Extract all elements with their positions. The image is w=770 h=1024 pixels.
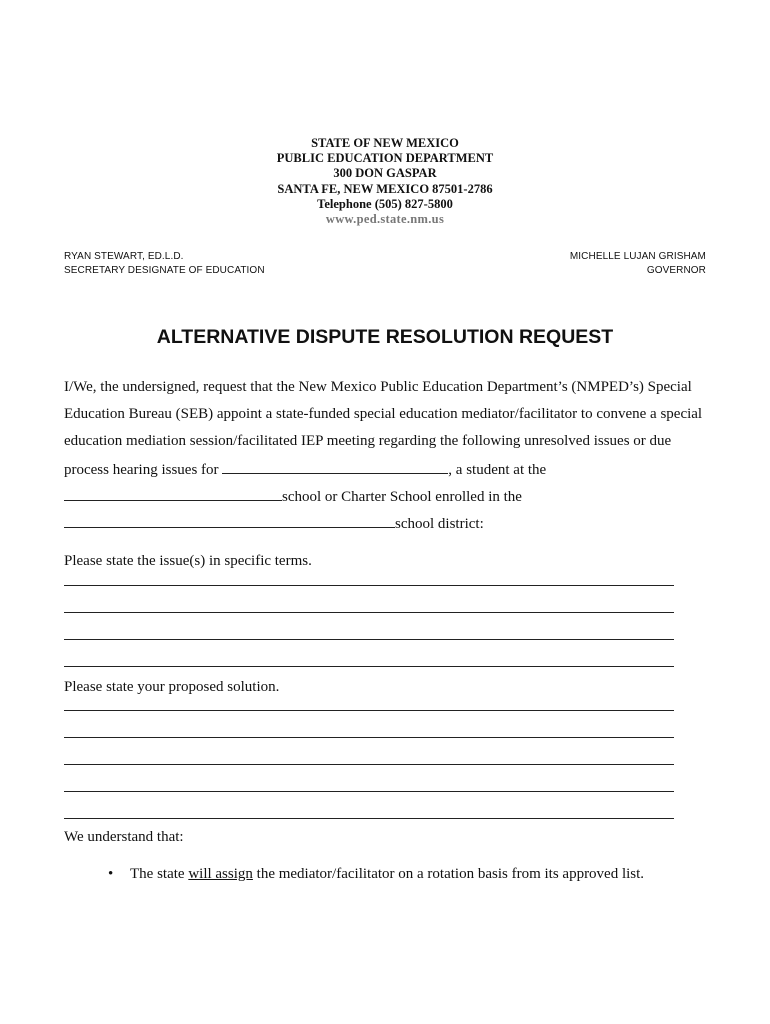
issues-line-1[interactable] xyxy=(64,585,674,586)
intro-line-2: Education Bureau (SEB) appoint a state-funded special education mediator/facilitator to convene a special xyxy=(64,406,703,422)
form-title: ALTERNATIVE DISPUTE RESOLUTION REQUEST xyxy=(156,326,614,348)
school-name-field[interactable] xyxy=(64,487,282,501)
understand-prompt: We understand that: xyxy=(64,829,184,845)
issues-prompt: Please state the issue(s) in specific terms. xyxy=(64,553,312,569)
intro-line-5 xyxy=(64,487,522,506)
solution-line-3[interactable] xyxy=(64,764,674,765)
letterhead xyxy=(0,136,770,227)
secretary-name: RYAN STEWART, ED.L.D. xyxy=(64,251,184,262)
issues-line-2[interactable] xyxy=(64,612,674,613)
letterhead-state: STATE OF NEW MEXICO xyxy=(311,136,459,150)
solution-line-4[interactable] xyxy=(64,791,674,792)
governor-title: GOVERNOR xyxy=(646,265,706,276)
issues-line-4[interactable] xyxy=(64,666,674,667)
letterhead-department: PUBLIC EDUCATION DEPARTMENT xyxy=(276,151,494,166)
solution-line-5[interactable] xyxy=(64,818,674,819)
letterhead-phone: Telephone (505) 827-5800 xyxy=(317,196,453,211)
school-district-field[interactable] xyxy=(64,514,395,528)
solution-line-2[interactable] xyxy=(64,737,674,738)
intro-line-4 xyxy=(64,460,546,479)
intro-line-5-text: school or Charter School enrolled in the xyxy=(282,489,522,505)
intro-line-3: education mediation session/facilitated IEP meeting regarding the following unresolved issues or due xyxy=(64,433,672,449)
solution-line-1[interactable] xyxy=(64,710,674,711)
secretary-block xyxy=(64,250,265,278)
governor-name: MICHELLE LUJAN GRISHAM xyxy=(569,251,706,262)
governor-block xyxy=(570,250,706,278)
intro-line-6 xyxy=(64,514,484,533)
bullet-1-text-end: the mediator/facilitator on a rotation basis from its approved list. xyxy=(252,866,645,882)
student-name-field[interactable] xyxy=(222,460,448,474)
solution-prompt: Please state your proposed solution. xyxy=(64,679,280,695)
bullet-1-underlined: will assign xyxy=(188,866,253,882)
letterhead-website[interactable]: www.ped.state.nm.us xyxy=(325,212,445,227)
intro-line-4-suffix: , a student at the xyxy=(448,462,547,478)
intro-line-1: I/We, the undersigned, request that the New Mexico Public Education Department’s (NMPED’s) Special xyxy=(64,379,692,395)
issues-line-3[interactable] xyxy=(64,639,674,640)
intro-line-6-text: school district: xyxy=(395,516,484,532)
bullet-icon: • xyxy=(108,866,114,882)
secretary-title: SECRETARY DESIGNATE OF EDUCATION xyxy=(64,265,265,276)
intro-line-4-text: process hearing issues for xyxy=(64,462,223,478)
bullet-1-text-start: The state xyxy=(130,866,189,882)
letterhead-city: SANTA FE, NEW MEXICO 87501-2786 xyxy=(277,181,493,196)
letterhead-street: 300 DON GASPAR xyxy=(333,166,437,181)
